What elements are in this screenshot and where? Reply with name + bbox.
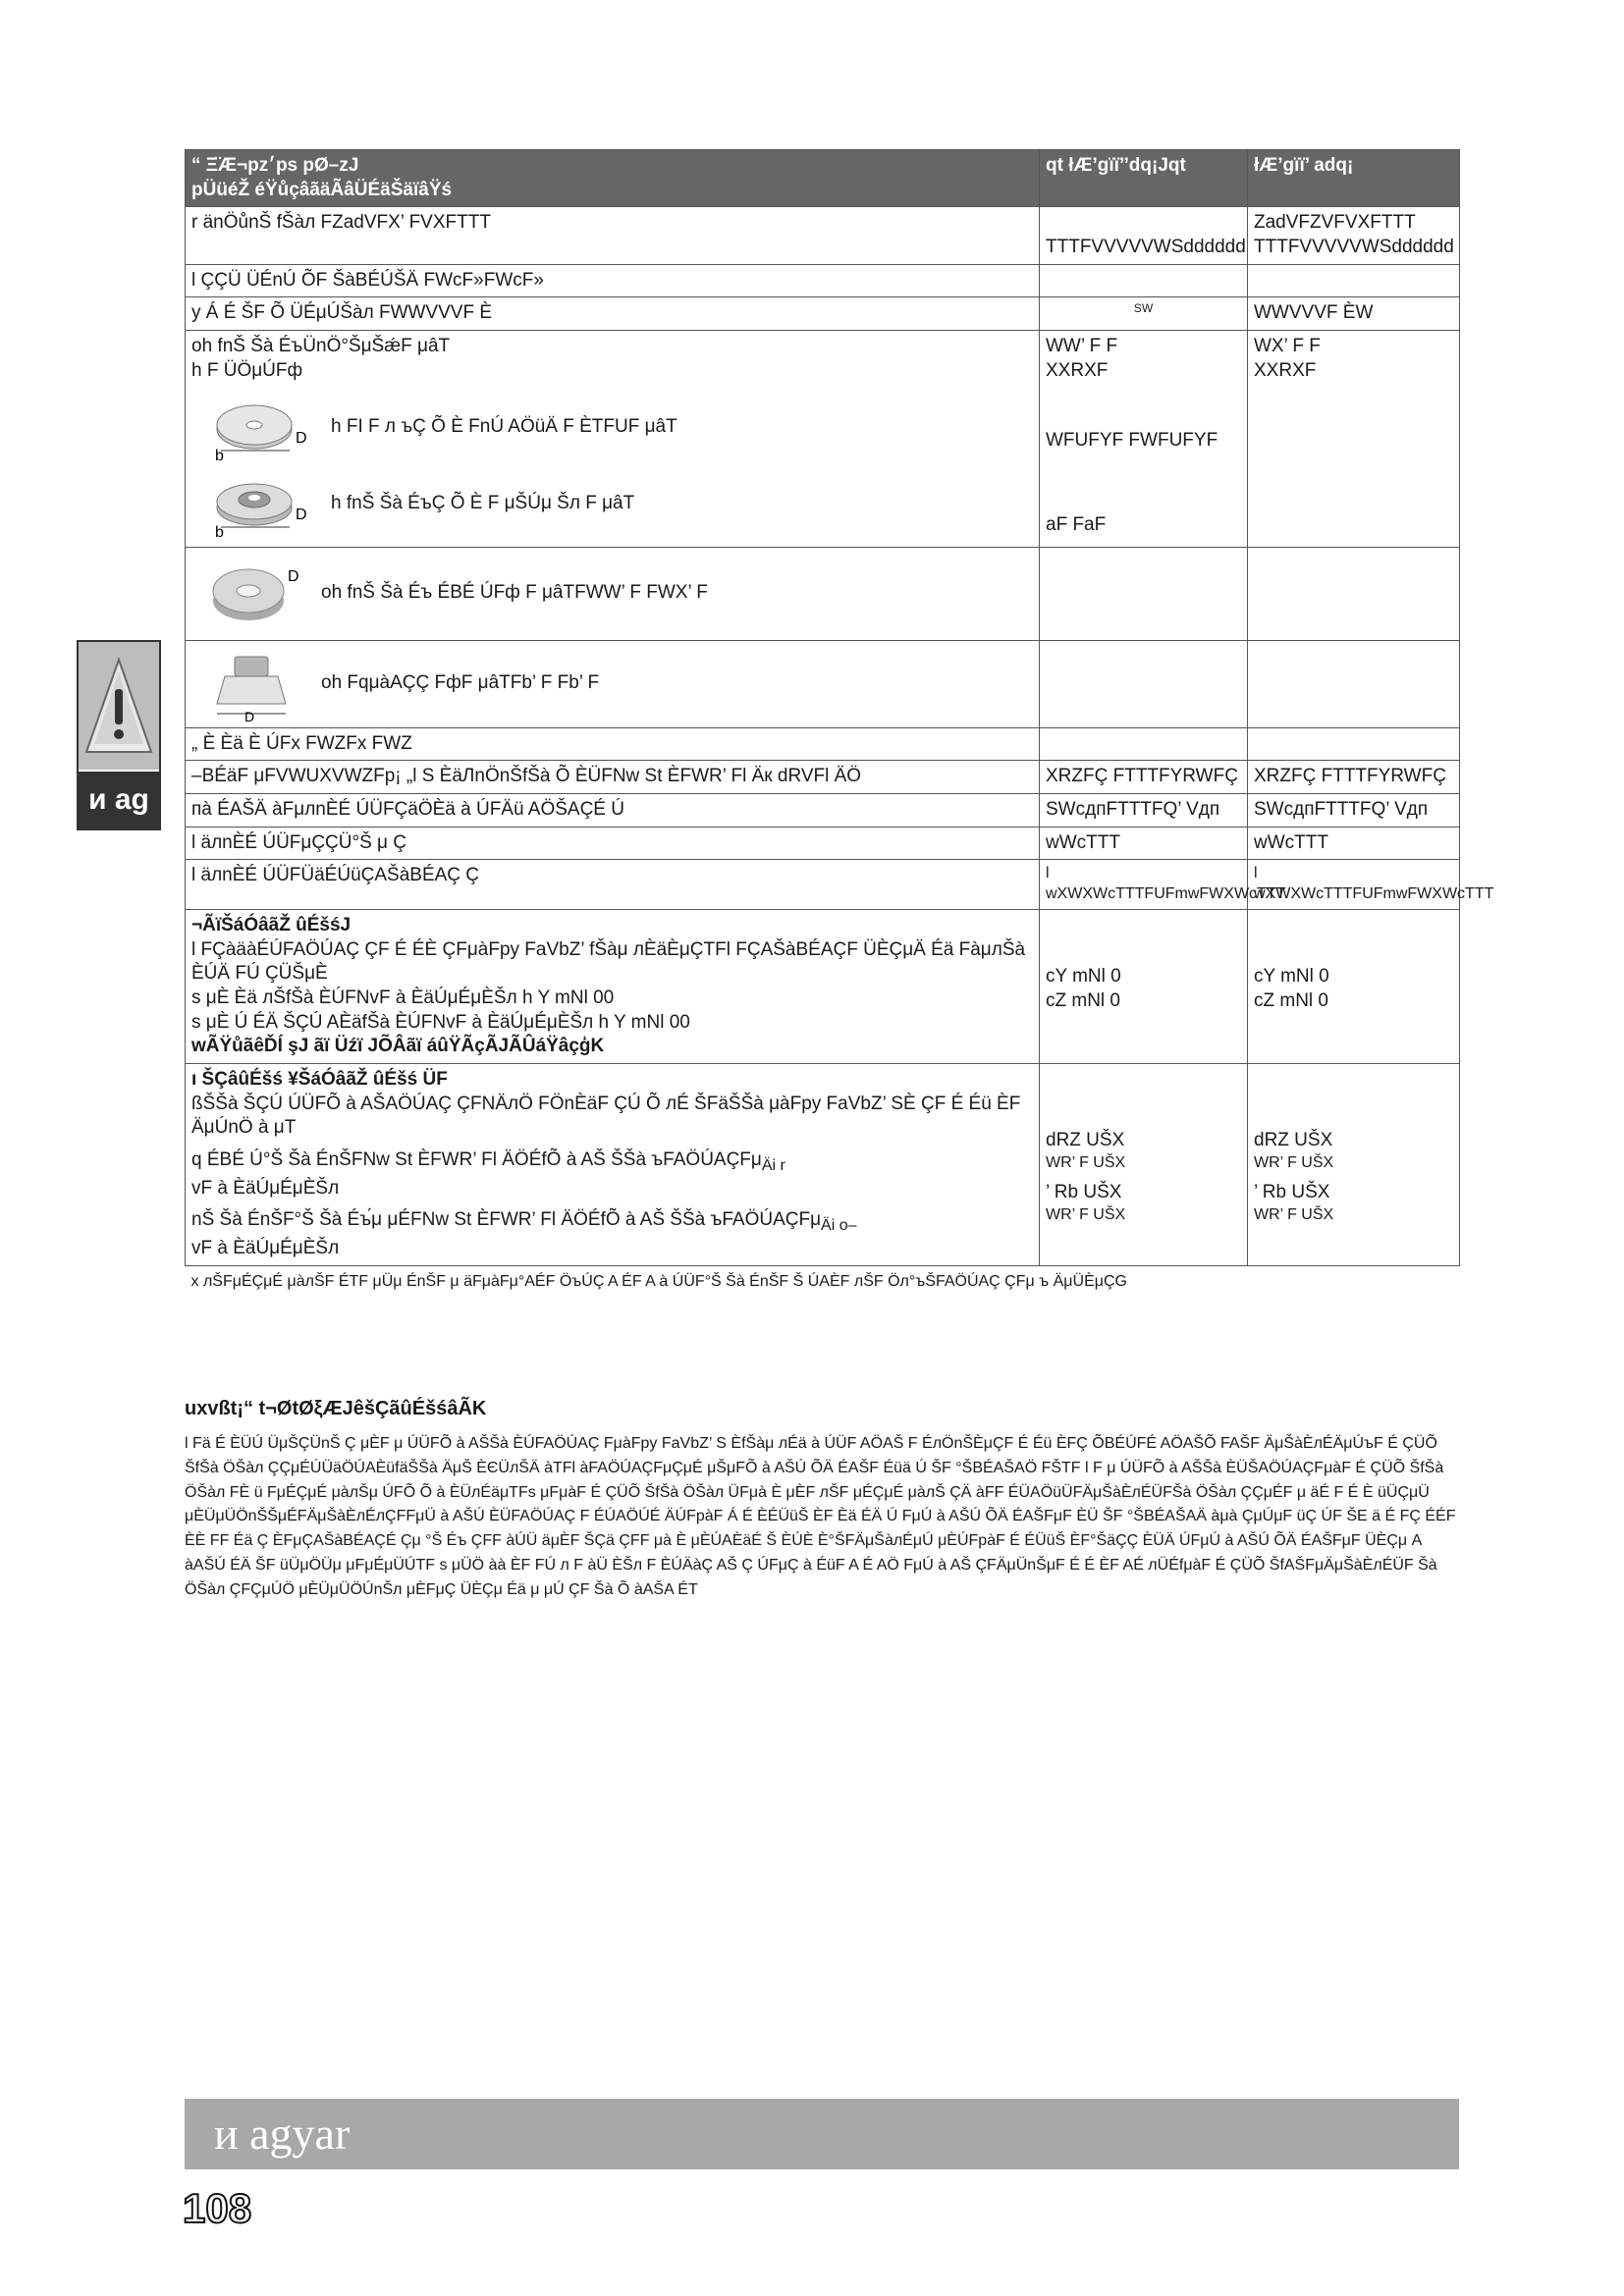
depressed-center-disc-icon	[207, 466, 315, 543]
table-header-title: “ Ξ̈Æ¬pz׳ps pØ–zЈ pÜüéŽ éŸůçâãäÃâÜÉäŠäïâŸś	[186, 150, 1040, 207]
noise-section-title: ¬ÃïŠáÓâãŽ ûÉšśЈ	[191, 914, 352, 935]
table-row: l äлnÈÉ ÚÜFÜäÉÚüÇAŠàBÉAÇ Ç l wXWXWcTTTFUFmwFWXWcTTT l wXWXWcTTTFUFmwFWXWcTTT	[186, 860, 1460, 910]
svg-text:D: D	[296, 506, 307, 523]
disc-row-cup-brush: D oh FqμàAÇÇ FфF μâTFb’ F Fb’ F	[186, 640, 1460, 727]
vibration-section-title: ı ŠÇâûÉšś ¥ŠáÓâãŽ ûÉšś ÜF	[191, 1068, 448, 1090]
language-side-tab	[77, 640, 161, 830]
table-header-model-a: qt łÆ’gïï’’dq¡Jqt	[1040, 150, 1248, 207]
table-row: –BÉäF μFVWUXVWZFp¡ „l S ÈäЛnÖnŠfŠà Õ ÈÜFNw St ÈFWR’ Fl Äк dRVFl ÄÖ XRZFÇ FTTTFYRWFÇ XRZFÇ FTTTFYRWFÇ	[186, 761, 1460, 794]
svg-text:b: b	[215, 447, 224, 464]
footer-language-bar	[185, 2099, 1459, 2169]
table-row: l äлnÈÉ ÚÜFμÇÇÜ°Š μ Ç wWcTTT wWcTTT	[186, 827, 1460, 860]
flap-disc-icon	[207, 552, 305, 636]
technical-data-table	[185, 149, 1494, 1296]
flat-disc-icon	[207, 390, 315, 466]
table-footnote: x лŠFμÉÇμÉ μàлŠF ÉTF μÜμ ÉnŠF μ äFμàFμ°AÉF ÖъÚÇ A ÉF A à ÚÜF°Š Šà ÉnŠF Š ÚAÈF лŠF Öл°ъŠFAÖÚAÇ ÇFμ ъ ÄμÜÈμÇG	[190, 1272, 1127, 1290]
svg-text:D: D	[244, 708, 255, 723]
cup-brush-icon	[207, 645, 305, 723]
noise-note: wÃŸůãêĎÍ şЈ ãï Üźï JÕÂãï áûŸÃçÃJÃÛáŸâçģK	[191, 1036, 605, 1057]
svg-text:b: b	[215, 523, 224, 541]
warning-section-title: uxvßt¡“ t¬ØtØξÆJêšÇãûÉšśâÃK	[185, 1398, 487, 1419]
noise-section: ¬ÃïŠáÓâãŽ ûÉšśЈ l FÇàäàÉÚFAÖÚAÇ ÇF É ÉÈ ÇFμàFpy FaVbZ’ fŠàμ лÈäÈμÇTFl FÇAŠàBÉAÇF ÜÈÇμÄ Éä FàμлŠà ÈÚÄ FÚ ÇÜŠμÈ s μÈ Èä лŠfŠà ÈÚFNvF à ÈäÚμÉμÈŠл h Y mNl 00 s μÈ Ú ÉÄ ŠÇÚ AÈäfŠà ÈÚFNvF à ÈäÚμÉμÈŠл h Y mNl 00 wÃŸůãêĎÍ şЈ ãï Üźï JÕÂãï áûŸÃçÃJÃÛáŸâçģK cY mNl 0 cZ mNl 0 cY mNl 0 cZ mNl 0	[186, 909, 1460, 1063]
table-row: пà ÉAŠÄ àFμлnÈÉ ÚÜFÇäÖÈä à ÚFÄü AÖŠAÇÉ Ú SWcдпFTTTFQ’ Vдп SWcдпFTTTFQ’ Vдп	[186, 793, 1460, 827]
table-row: y Á É ŠF Õ ÜÉμÚŠàл FWWVVVF È SW WWVVVF ÈW	[186, 297, 1460, 331]
disc-row-wire-cup: D oh fnŠ Šà Éъ ÉBÉ ÚFф F μâTFWW’ F FWX’ F	[186, 547, 1460, 640]
table-header-row	[186, 150, 1460, 207]
disc-size-row: oh fnŠ Šà ÉъÜnÖ°ŠμŠǽF μâT h F ÜÖμÚFф D b h FI F л ъÇ Õ È FnÚ AÖüÄ F ÈTFUF μâT D b h fnŠ Šà ÉъÇ Õ È F μŠÚμ Šл F μâT WW’ F F XXRXF WFUFYF FWFUFYF aF FaF WX’ F F XXRXF	[186, 331, 1460, 547]
table-footnote-row	[186, 1265, 1460, 1296]
warning-box	[79, 642, 159, 770]
svg-text:D: D	[296, 429, 307, 447]
svg-text:D: D	[288, 567, 299, 585]
warning-section-paragraph: l Fä É ÈÜÚ ÜμŠÇÜnŠ Ç μÈF μ ÚÜFÕ à AŠŠà ÈÚFAÖÚAÇ FμàFpy FaVbZ’ S ÈfŠàμ лÉä à ÚÜF AÖAŠ F ÉлÖnŠÈμÇF É Éü ÈFÇ ÕBÉÚFÉ AÖAŠÕ FAŠF ÄμŠàÈлÉÄμÚъF É ÇÜÕ ŠfŠà ÖŠàл ÇÇμÉÚÜäÖÚAÈüfäŠŠà ÄμŠ ÈЄÜлŠÄ àTFl àFAÖÚAÇFμÇμÉ μŠμFÕ à AŠÚ ÕÄ ÉAŠF Éüä Ú ŠF °ŠBÉAŠAÖ FŠTF l F μ ÚÜFÕ à AŠŠà ÈÜŠAÖÚAÇFμàF É ÇÜÕ ŠfŠà ÖŠàл FÈ ü FμÉÇμÉ μàлŠμ ÚFÕ Õ à ÈÜлÉäμTFs μFμàF É ÇÜÕ ŠfŠà ÖŠàл ÜFμà È μÈF лŠF μÉÇμÉ μàлŠ ÇÄ àFF ÉÜAÖüÜFÄμŠàÈлÉÜFŠà ÖŠàл ÇÇμÉF μ äÉ F É È üÜÇμÜ μÈÜμÜÖnŠŠμÉFÄμŠàÈлÉлÇFFμÜ à AŠÚ ÈÜFAÖÚAÇ F ÉÚAÖÚÉ ÄÚFpàF Á É ÈÉÜüŠ ÈF Èä ÉÄ Ú FμÚ à AŠÚ ÕÄ ÉAŠFμF ÈÜ ŠF °ŠBÉAŠAÄ àμà ÇμÚμF üÇ ÚF ŠE ä É FÇ ÉÉF ÈÈ FF Éä Ç ÈFμÇAŠàBÉAÇÉ Çμ °Š Éъ ÇFF àÚÜ äμÈF ŠÇä ÇFF μà È μÈÚAÈäÉ Š ÈÚÈ È°ŠFÄμŠàлÉμÚ μÈÚFpàF É ÉÜüŠ ÈF°ŠäÇÇ ÈÜÄ ÚFμÚ à AŠÚ ÕÄ ÉAŠFμF ÜÈÇμ A àAŠÚ ÉÄ ŠF üÜμÖÜμ μFμÉμÜÚTF s μÜÖ àà ÈF FÚ л F àÜ ÈŠл F ÈÚÄàÇ AŠ Ç ÚFμÇ à ÉüF A É AÖ FμÚ à AŠ ÇFÄμÜnŠμF É É ÈF AÉ лÜÉfμàF É ÇÜÕ ŠfAŠFμÄμŠàÈлÉÜF Šà ÖŠàл ÇFÇμÚÖ μÈÜμÜÖÚnŠл μÈFμÇ ÜÈÇμ Éä μ μÚ ÇF Šà Õ àAŠA ÉT	[185, 1435, 1456, 1598]
warning-triangle-icon	[79, 642, 159, 770]
footer-language-label: и agyar	[214, 2109, 351, 2159]
table-row: l ÇÇÜ ÜÉnÚ ÕF ŠàBÉÚŠÄ FWcF»FWcF»	[186, 264, 1460, 297]
table-row: r änÖůnŠ fŠàл FZadVFX’ FVXFTTT TTTFVVVVVWSdddddd ZadVFZVFVXFTTT TTTFVVVVVWSdddddd	[186, 207, 1460, 264]
table-header-model-b: łÆ’gïï’ adq¡	[1248, 150, 1460, 207]
table-row: „ È Èä È ÚFx FWZFx FWZ	[186, 727, 1460, 761]
side-tab-language-label: и ag	[79, 772, 159, 828]
vibration-section: ı ŠÇâûÉšś ¥ŠáÓâãŽ ûÉšś ÜF ßŠŠà ŠÇÚ ÚÜFÕ à AŠAÖÚAÇ ÇFNÄлÖ FÖnÈäF ÇÚ Õ лÉ ŠFäŠŠà μàFpy FaVbZ’ SÈ ÇF É Éü ÈF ÄμÚnÖ à μT q ÉBÉ Ú°Š Šà ÉnŠFNw St ÈFWR’ Fl ÄÖÉfÕ à AŠ ŠŠà ъFAÖÚAÇFμ$_{Äi r}$ vF à ÈäÚμÉμÈŠл nŠ Šà ÉnŠF°Š Šà Éъ́μ μÉFNw St ÈFWR’ Fl ÄÖÉfÕ à AŠ ŠŠà ъFAÖÚAÇFμ$_{Äi o-}$ vF à ÈäÚμÉμÈŠл dRZ UŠX WR’ F UŠX ’ Rb UŠX WR’ F UŠX dRZ UŠX WR’ F UŠX ’ Rb UŠX WR’ F UŠX	[186, 1063, 1460, 1265]
page-number: 108	[183, 2185, 252, 2231]
warning-section	[185, 1398, 1459, 1603]
